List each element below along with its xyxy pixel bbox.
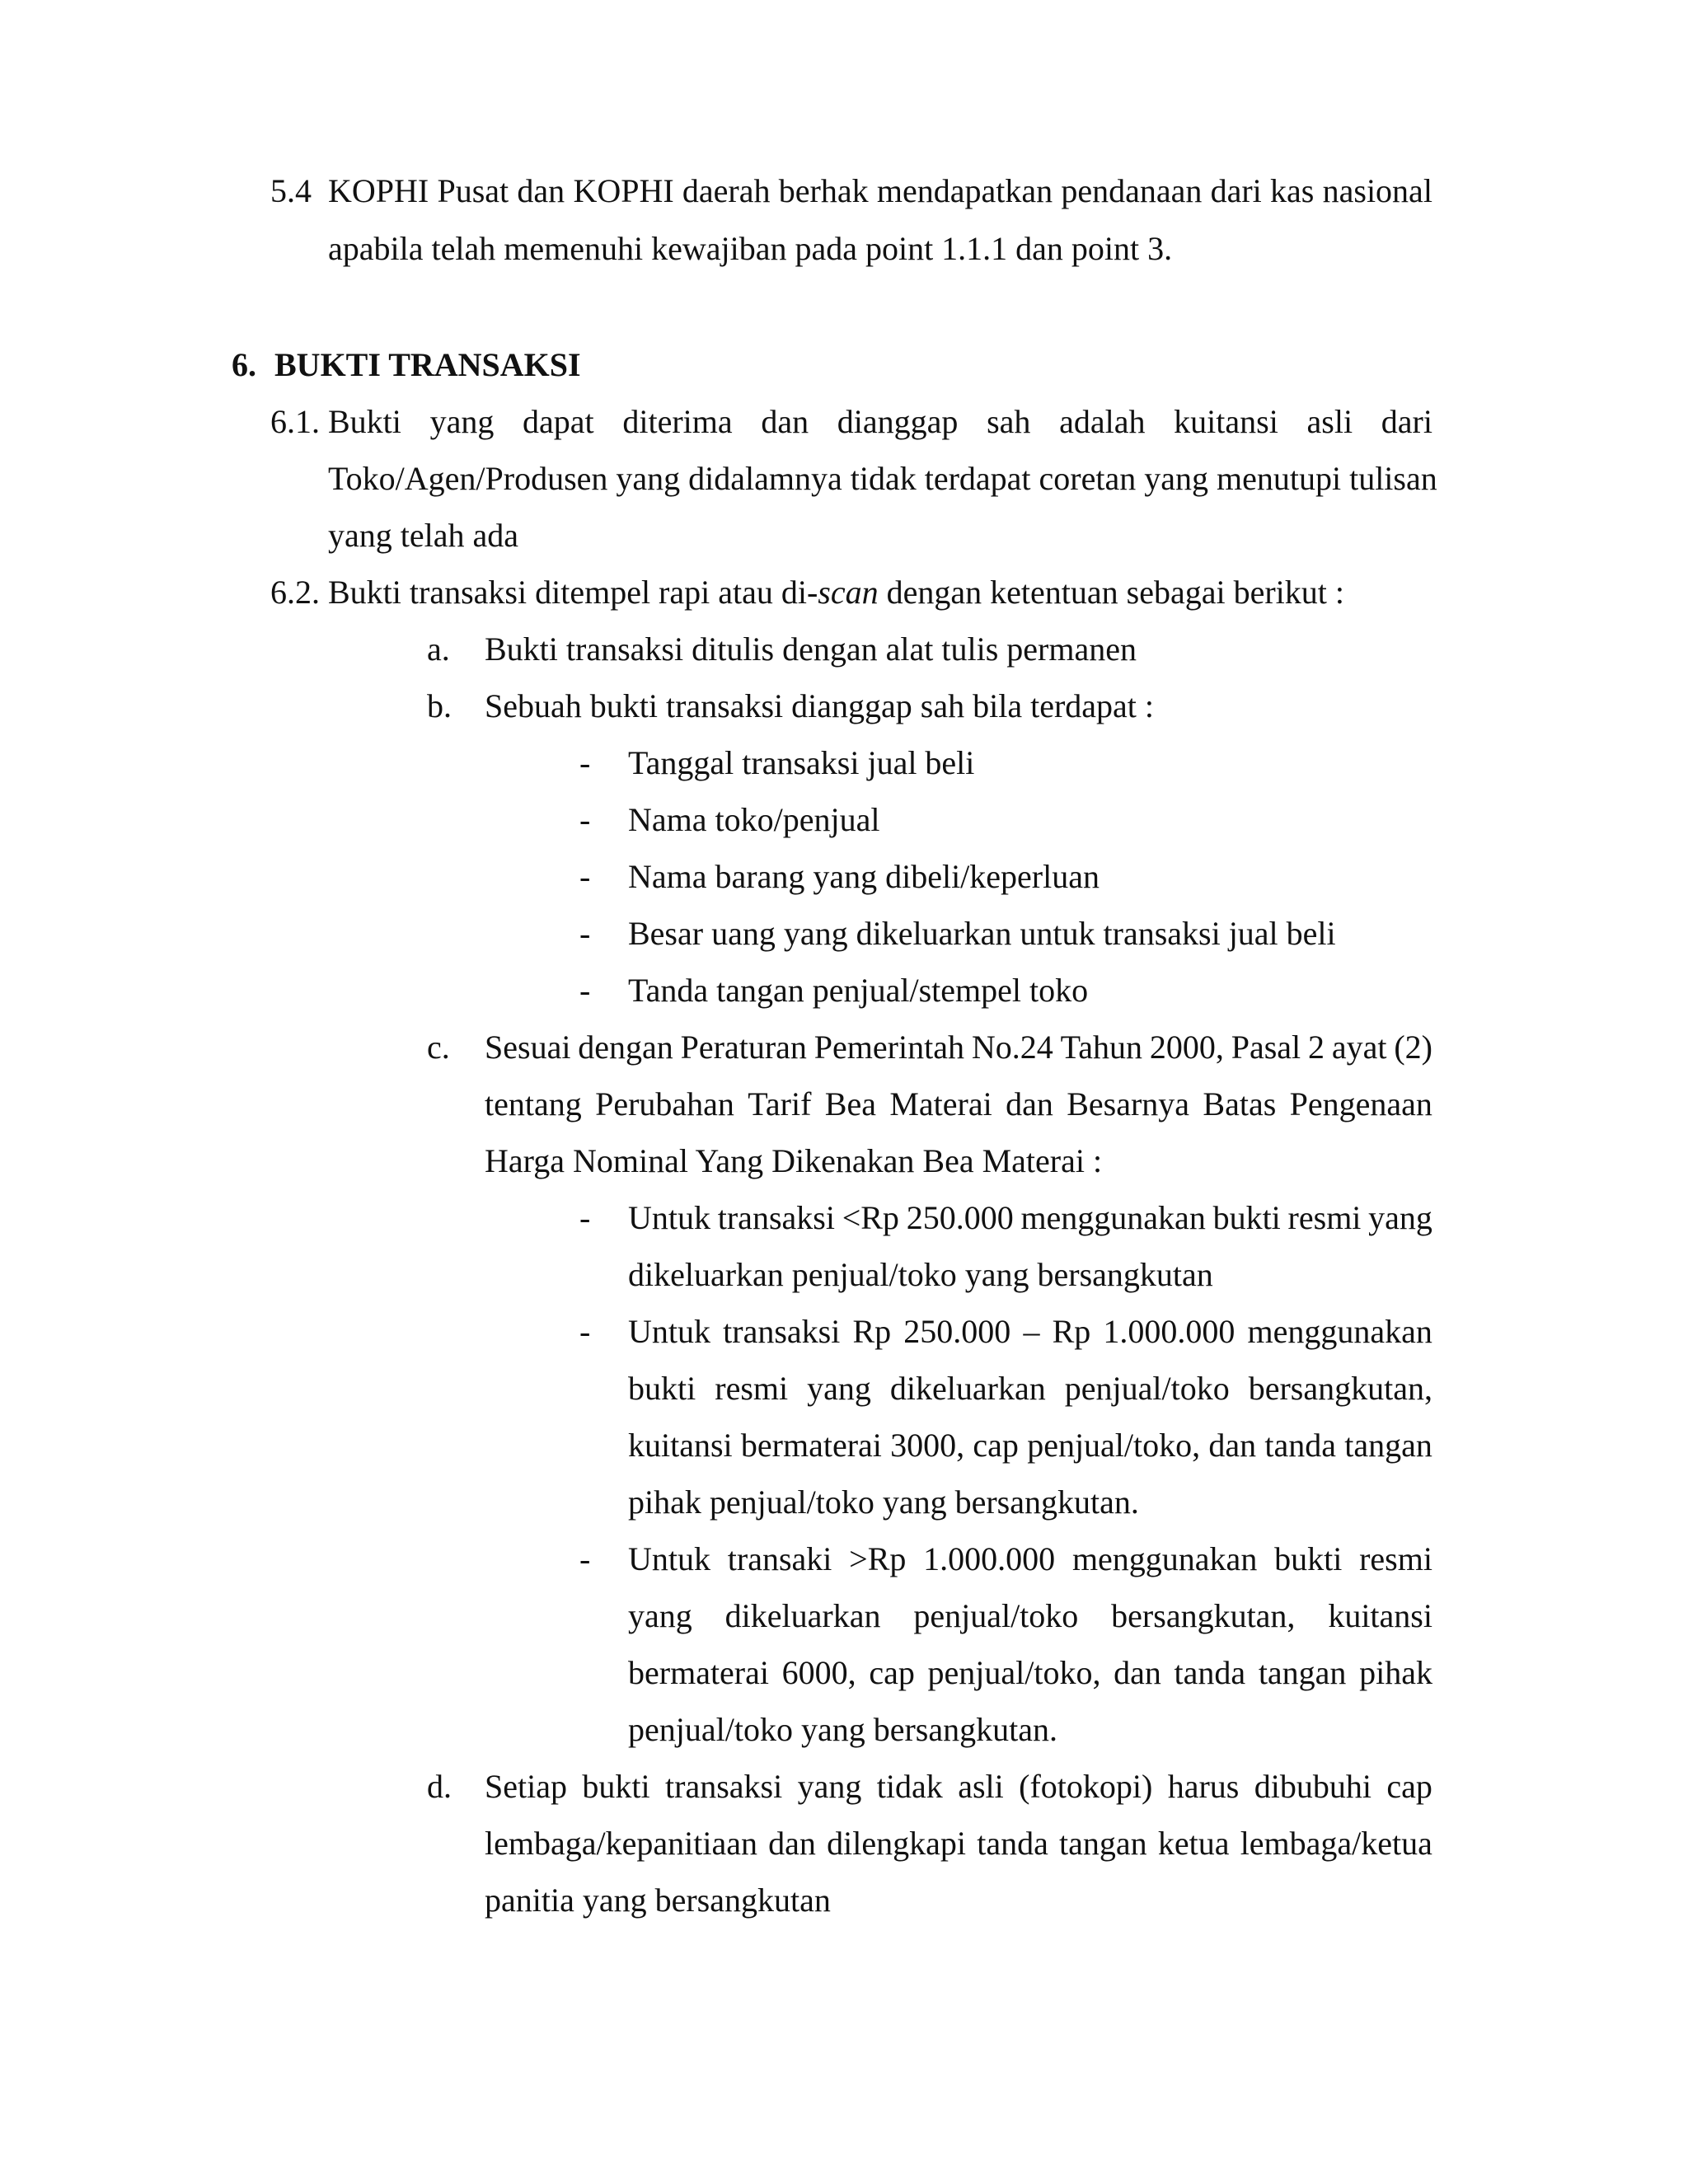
sub-c-line-2 bbox=[485, 1085, 1432, 1122]
sub-c-line-1-word: Peraturan bbox=[680, 1029, 807, 1066]
sub-d-line-1-word: cap bbox=[1386, 1768, 1432, 1805]
sub-c-bullet-2-line-1-word: Rp bbox=[1052, 1313, 1091, 1350]
sub-c-bullet-3-line-3-word: bermaterai bbox=[628, 1654, 769, 1691]
sub-c-bullet-3-line-2 bbox=[628, 1597, 1432, 1634]
item-5-4-line-1-word: KOPHI bbox=[328, 172, 429, 209]
sub-d-line-1-word: yang bbox=[797, 1768, 862, 1805]
sub-c-bullet-3-line-3-word: pihak bbox=[1359, 1654, 1432, 1691]
item-6-1-line-1-word: dari bbox=[1381, 403, 1432, 440]
sub-c-line-2-word: Besarnya bbox=[1067, 1085, 1190, 1122]
sub-c-bullet-1-line-1-word: yang bbox=[1368, 1199, 1432, 1236]
item-6-2-text-after: dengan ketentuan sebagai berikut : bbox=[878, 574, 1344, 611]
sub-d-line-2-word: lembaga/kepanitiaan bbox=[485, 1825, 757, 1862]
sub-c-bullet-2-line-3-word: tanda bbox=[1264, 1427, 1337, 1464]
item-6-1-line-1 bbox=[328, 405, 1432, 438]
sub-c-bullet-3-line-1-word: 1.000.000 bbox=[923, 1540, 1056, 1577]
sub-c-bullet-2-line-1-word: transaksi bbox=[723, 1313, 841, 1350]
sub-c-bullet-2-line-2-word: bersangkutan, bbox=[1248, 1370, 1432, 1407]
sub-c-line-1-word: Pasal bbox=[1231, 1029, 1301, 1066]
sub-c-line-1-word: No.24 bbox=[971, 1029, 1053, 1066]
sub-c-line-1-word: Sesuai bbox=[485, 1029, 571, 1066]
sub-d-line-1-word: harus bbox=[1167, 1768, 1240, 1805]
sub-c-bullet-3-line-2-word: kuitansi bbox=[1328, 1597, 1432, 1634]
sub-c-bullet-3-line-3-word: dan bbox=[1114, 1654, 1161, 1691]
sub-c-bullet-2-line-2 bbox=[628, 1372, 1432, 1405]
bullet-dash: - bbox=[579, 858, 591, 895]
item-6-1-line-1-word: sah bbox=[987, 403, 1031, 440]
sub-d-line-1-word: transaksi bbox=[665, 1768, 783, 1805]
bullet-dash: - bbox=[579, 972, 591, 1009]
sub-c-line-2-word: Materai bbox=[889, 1085, 992, 1122]
sub-a-text: Bukti transaksi ditulis dengan alat tulis permanen bbox=[485, 630, 1137, 668]
section-6-title: BUKTI TRANSAKSI bbox=[274, 346, 581, 383]
sub-c-bullet-1-line-1-word: menggunakan bbox=[1020, 1199, 1206, 1236]
bullet-dash: - bbox=[579, 1199, 591, 1236]
sub-d-line-2-word: lembaga/ketua bbox=[1240, 1825, 1432, 1862]
sub-c-bullet-1-line-1-word: Untuk bbox=[628, 1199, 710, 1236]
sub-c-line-2-word: Batas bbox=[1203, 1085, 1277, 1122]
item-6-2-number: 6.2. bbox=[270, 574, 320, 611]
sub-c-bullet-2-line-4: pihak penjual/toko yang bersangkutan. bbox=[628, 1483, 1139, 1521]
sub-c-bullet-2-line-1-word: Untuk bbox=[628, 1313, 710, 1350]
sub-b-bullet-5: Tanda tangan penjual/stempel toko bbox=[628, 972, 1089, 1009]
sub-c-line-1 bbox=[485, 1031, 1432, 1064]
item-5-4-line-1-word: mendapatkan bbox=[876, 172, 1053, 209]
item-6-1-line-1-word: dapat bbox=[523, 403, 594, 440]
sub-b-bullet-2: Nama toko/penjual bbox=[628, 801, 880, 838]
bullet-dash: - bbox=[579, 915, 591, 952]
sub-c-line-2-word: Tarif bbox=[748, 1085, 812, 1122]
item-5-4-line-1-word: dan bbox=[517, 172, 565, 209]
bullet-dash: - bbox=[579, 1313, 591, 1350]
sub-c-line-1-word: (2) bbox=[1394, 1029, 1432, 1066]
sub-d-line-1-word: Setiap bbox=[485, 1768, 567, 1805]
item-6-1-line-1-word: dan bbox=[761, 403, 809, 440]
sub-c-bullet-1-line-1-word: 250.000 bbox=[906, 1199, 1014, 1236]
sub-c-bullet-2-line-3-word: cap bbox=[973, 1427, 1019, 1464]
item-5-4-line-1-word: berhak bbox=[778, 172, 869, 209]
bullet-dash: - bbox=[579, 801, 591, 838]
sub-c-bullet-3-line-1-word: transaki bbox=[727, 1540, 832, 1577]
item-5-4-line-1-word: nasional bbox=[1322, 172, 1432, 209]
item-5-4-line-1-word: Pusat bbox=[437, 172, 509, 209]
item-5-4-line-1-word: kas bbox=[1270, 172, 1315, 209]
sub-c-bullet-1-line-1-word: resmi bbox=[1287, 1199, 1362, 1236]
sub-d-letter: d. bbox=[427, 1768, 452, 1805]
sub-c-bullet-3-line-4: penjual/toko yang bersangkutan. bbox=[628, 1711, 1057, 1748]
bullet-dash: - bbox=[579, 1540, 591, 1577]
item-5-4-number: 5.4 bbox=[270, 172, 312, 209]
section-6-number: 6. bbox=[232, 346, 256, 383]
sub-d-line-2-word: ketua bbox=[1157, 1825, 1230, 1862]
sub-c-bullet-2-line-3 bbox=[628, 1429, 1432, 1462]
item-6-1-line-1-word: yang bbox=[429, 403, 495, 440]
sub-b-letter: b. bbox=[427, 687, 452, 724]
sub-c-bullet-3-line-1-word: menggunakan bbox=[1071, 1540, 1258, 1577]
sub-d-line-1-word: dibubuhi bbox=[1254, 1768, 1372, 1805]
item-6-1-number: 6.1. bbox=[270, 403, 320, 440]
sub-c-bullet-2-line-3-word: kuitansi bbox=[628, 1427, 733, 1464]
sub-c-bullet-2-line-1-word: Rp bbox=[852, 1313, 892, 1350]
item-6-2-text-italic: scan bbox=[818, 574, 879, 611]
sub-c-line-3: Harga Nominal Yang Dikenakan Bea Materai : bbox=[485, 1142, 1103, 1179]
item-5-4-line-1-word: pendanaan bbox=[1061, 172, 1203, 209]
sub-d-line-2 bbox=[485, 1827, 1432, 1860]
sub-c-bullet-3-line-3-word: cap bbox=[869, 1654, 915, 1691]
sub-a-letter: a. bbox=[427, 630, 450, 668]
item-5-4-line-1-word: KOPHI bbox=[573, 172, 674, 209]
sub-c-bullet-2-line-1-word: menggunakan bbox=[1247, 1313, 1432, 1350]
sub-b-bullet-1: Tanggal transaksi jual beli bbox=[628, 744, 975, 781]
sub-c-line-1-word: ayat bbox=[1331, 1029, 1387, 1066]
sub-c-bullet-3-line-1-word: Untuk bbox=[628, 1540, 710, 1577]
sub-b-bullet-4: Besar uang yang dikeluarkan untuk transaksi jual beli bbox=[628, 915, 1336, 952]
sub-c-bullet-1-line-1 bbox=[628, 1199, 1432, 1236]
sub-c-bullet-3-line-2-word: penjual/toko bbox=[913, 1597, 1079, 1634]
sub-d-line-1-word: asli bbox=[958, 1768, 1004, 1805]
sub-c-bullet-3-line-2-word: yang bbox=[628, 1597, 692, 1634]
sub-d-line-1-word: bukti bbox=[582, 1768, 650, 1805]
sub-c-bullet-2-line-3-word: 3000, bbox=[890, 1427, 965, 1464]
sub-c-bullet-2-line-2-word: dikeluarkan bbox=[889, 1370, 1046, 1407]
sub-c-bullet-2-line-2-word: yang bbox=[807, 1370, 871, 1407]
sub-c-bullet-3-line-1-word: bukti bbox=[1274, 1540, 1343, 1577]
sub-c-bullet-3-line-2-word: bersangkutan, bbox=[1111, 1597, 1296, 1634]
sub-c-bullet-2-line-3-word: tangan bbox=[1344, 1427, 1432, 1464]
sub-c-bullet-3-line-1-word: >Rp bbox=[849, 1540, 907, 1577]
item-5-4-line-1-word: dari bbox=[1210, 172, 1262, 209]
item-6-1-line-1-word: asli bbox=[1306, 403, 1353, 440]
sub-c-bullet-2-line-1-word: – bbox=[1023, 1313, 1040, 1350]
sub-c-bullet-3-line-3-word: tanda bbox=[1174, 1654, 1246, 1691]
sub-d-line-1 bbox=[485, 1770, 1432, 1803]
sub-c-bullet-2-line-3-word: penjual/toko, bbox=[1027, 1427, 1201, 1464]
sub-c-bullet-2-line-2-word: resmi bbox=[715, 1370, 789, 1407]
sub-c-bullet-2-line-2-word: bukti bbox=[628, 1370, 696, 1407]
sub-b-bullet-3: Nama barang yang dibeli/keperluan bbox=[628, 858, 1100, 895]
sub-c-line-2-word: Pengenaan bbox=[1289, 1085, 1432, 1122]
sub-d-line-2-word: tangan bbox=[1059, 1825, 1147, 1862]
sub-c-line-1-word: Tahun bbox=[1060, 1029, 1142, 1066]
item-6-1-line-2: Toko/Agen/Produsen yang didalamnya tidak terdapat coretan yang menutupi tulisan bbox=[328, 460, 1437, 497]
item-6-1-line-1-word: dianggap bbox=[837, 403, 959, 440]
item-6-2-text-before: Bukti transaksi ditempel rapi atau di- bbox=[328, 574, 818, 611]
item-6-2-text bbox=[328, 576, 1344, 609]
sub-c-line-1-word: 2000, bbox=[1149, 1029, 1224, 1066]
item-6-1-line-3: yang telah ada bbox=[328, 517, 518, 554]
sub-c-bullet-3-line-3-word: penjual/toko, bbox=[927, 1654, 1101, 1691]
item-5-4-line-1-word: daerah bbox=[682, 172, 771, 209]
sub-c-bullet-3-line-3-word: 6000, bbox=[781, 1654, 856, 1691]
sub-c-line-1-word: dengan bbox=[578, 1029, 673, 1066]
sub-c-line-2-word: dan bbox=[1006, 1085, 1053, 1122]
sub-c-bullet-1-line-1-word: transaksi bbox=[717, 1199, 835, 1236]
item-6-1-line-1-word: adalah bbox=[1059, 403, 1146, 440]
sub-c-bullet-1-line-1-word: <Rp bbox=[842, 1199, 899, 1236]
sub-d-line-1-word: tidak bbox=[876, 1768, 943, 1805]
bullet-dash: - bbox=[579, 744, 591, 781]
item-5-4-line-1 bbox=[328, 172, 1432, 209]
sub-c-line-2-word: Perubahan bbox=[595, 1085, 734, 1122]
sub-c-bullet-3-line-2-word: dikeluarkan bbox=[724, 1597, 881, 1634]
item-6-1-line-1-word: Bukti bbox=[328, 403, 401, 440]
sub-d-line-2-word: tanda bbox=[977, 1825, 1048, 1862]
sub-c-letter: c. bbox=[427, 1029, 450, 1066]
item-5-4-line-2: apabila telah memenuhi kewajiban pada point 1.1.1 dan point 3. bbox=[328, 230, 1173, 267]
sub-d-line-1-word: (fotokopi) bbox=[1019, 1768, 1153, 1805]
sub-c-bullet-1-line-2: dikeluarkan penjual/toko yang bersangkutan bbox=[628, 1256, 1213, 1293]
sub-c-bullet-3-line-1-word: resmi bbox=[1359, 1540, 1432, 1577]
sub-c-line-2-word: Bea bbox=[824, 1085, 876, 1122]
sub-c-bullet-3-line-1 bbox=[628, 1540, 1432, 1577]
sub-c-bullet-2-line-1-word: 1.000.000 bbox=[1103, 1313, 1236, 1350]
sub-c-line-1-word: 2 bbox=[1308, 1029, 1325, 1066]
sub-d-line-2-word: dan bbox=[768, 1825, 816, 1862]
sub-c-bullet-1-line-1-word: bukti bbox=[1212, 1199, 1281, 1236]
sub-c-bullet-2-line-2-word: penjual/toko bbox=[1064, 1370, 1230, 1407]
sub-c-bullet-2-line-3-word: bermaterai bbox=[740, 1427, 882, 1464]
item-6-1-line-1-word: diterima bbox=[622, 403, 733, 440]
item-6-1-line-1-word: kuitansi bbox=[1174, 403, 1278, 440]
sub-c-bullet-2-line-1-word: 250.000 bbox=[903, 1313, 1011, 1350]
sub-c-line-1-word: Pemerintah bbox=[814, 1029, 964, 1066]
sub-c-bullet-2-line-3-word: dan bbox=[1208, 1427, 1257, 1464]
sub-c-line-2-word: tentang bbox=[485, 1085, 582, 1122]
sub-d-line-3: panitia yang bersangkutan bbox=[485, 1882, 831, 1919]
sub-c-bullet-3-line-3 bbox=[628, 1654, 1432, 1691]
sub-c-bullet-2-line-1 bbox=[628, 1315, 1432, 1348]
sub-c-bullet-3-line-3-word: tangan bbox=[1258, 1654, 1347, 1691]
sub-b-text: Sebuah bukti transaksi dianggap sah bila terdapat : bbox=[485, 687, 1155, 724]
sub-d-line-2-word: dilengkapi bbox=[827, 1825, 966, 1862]
